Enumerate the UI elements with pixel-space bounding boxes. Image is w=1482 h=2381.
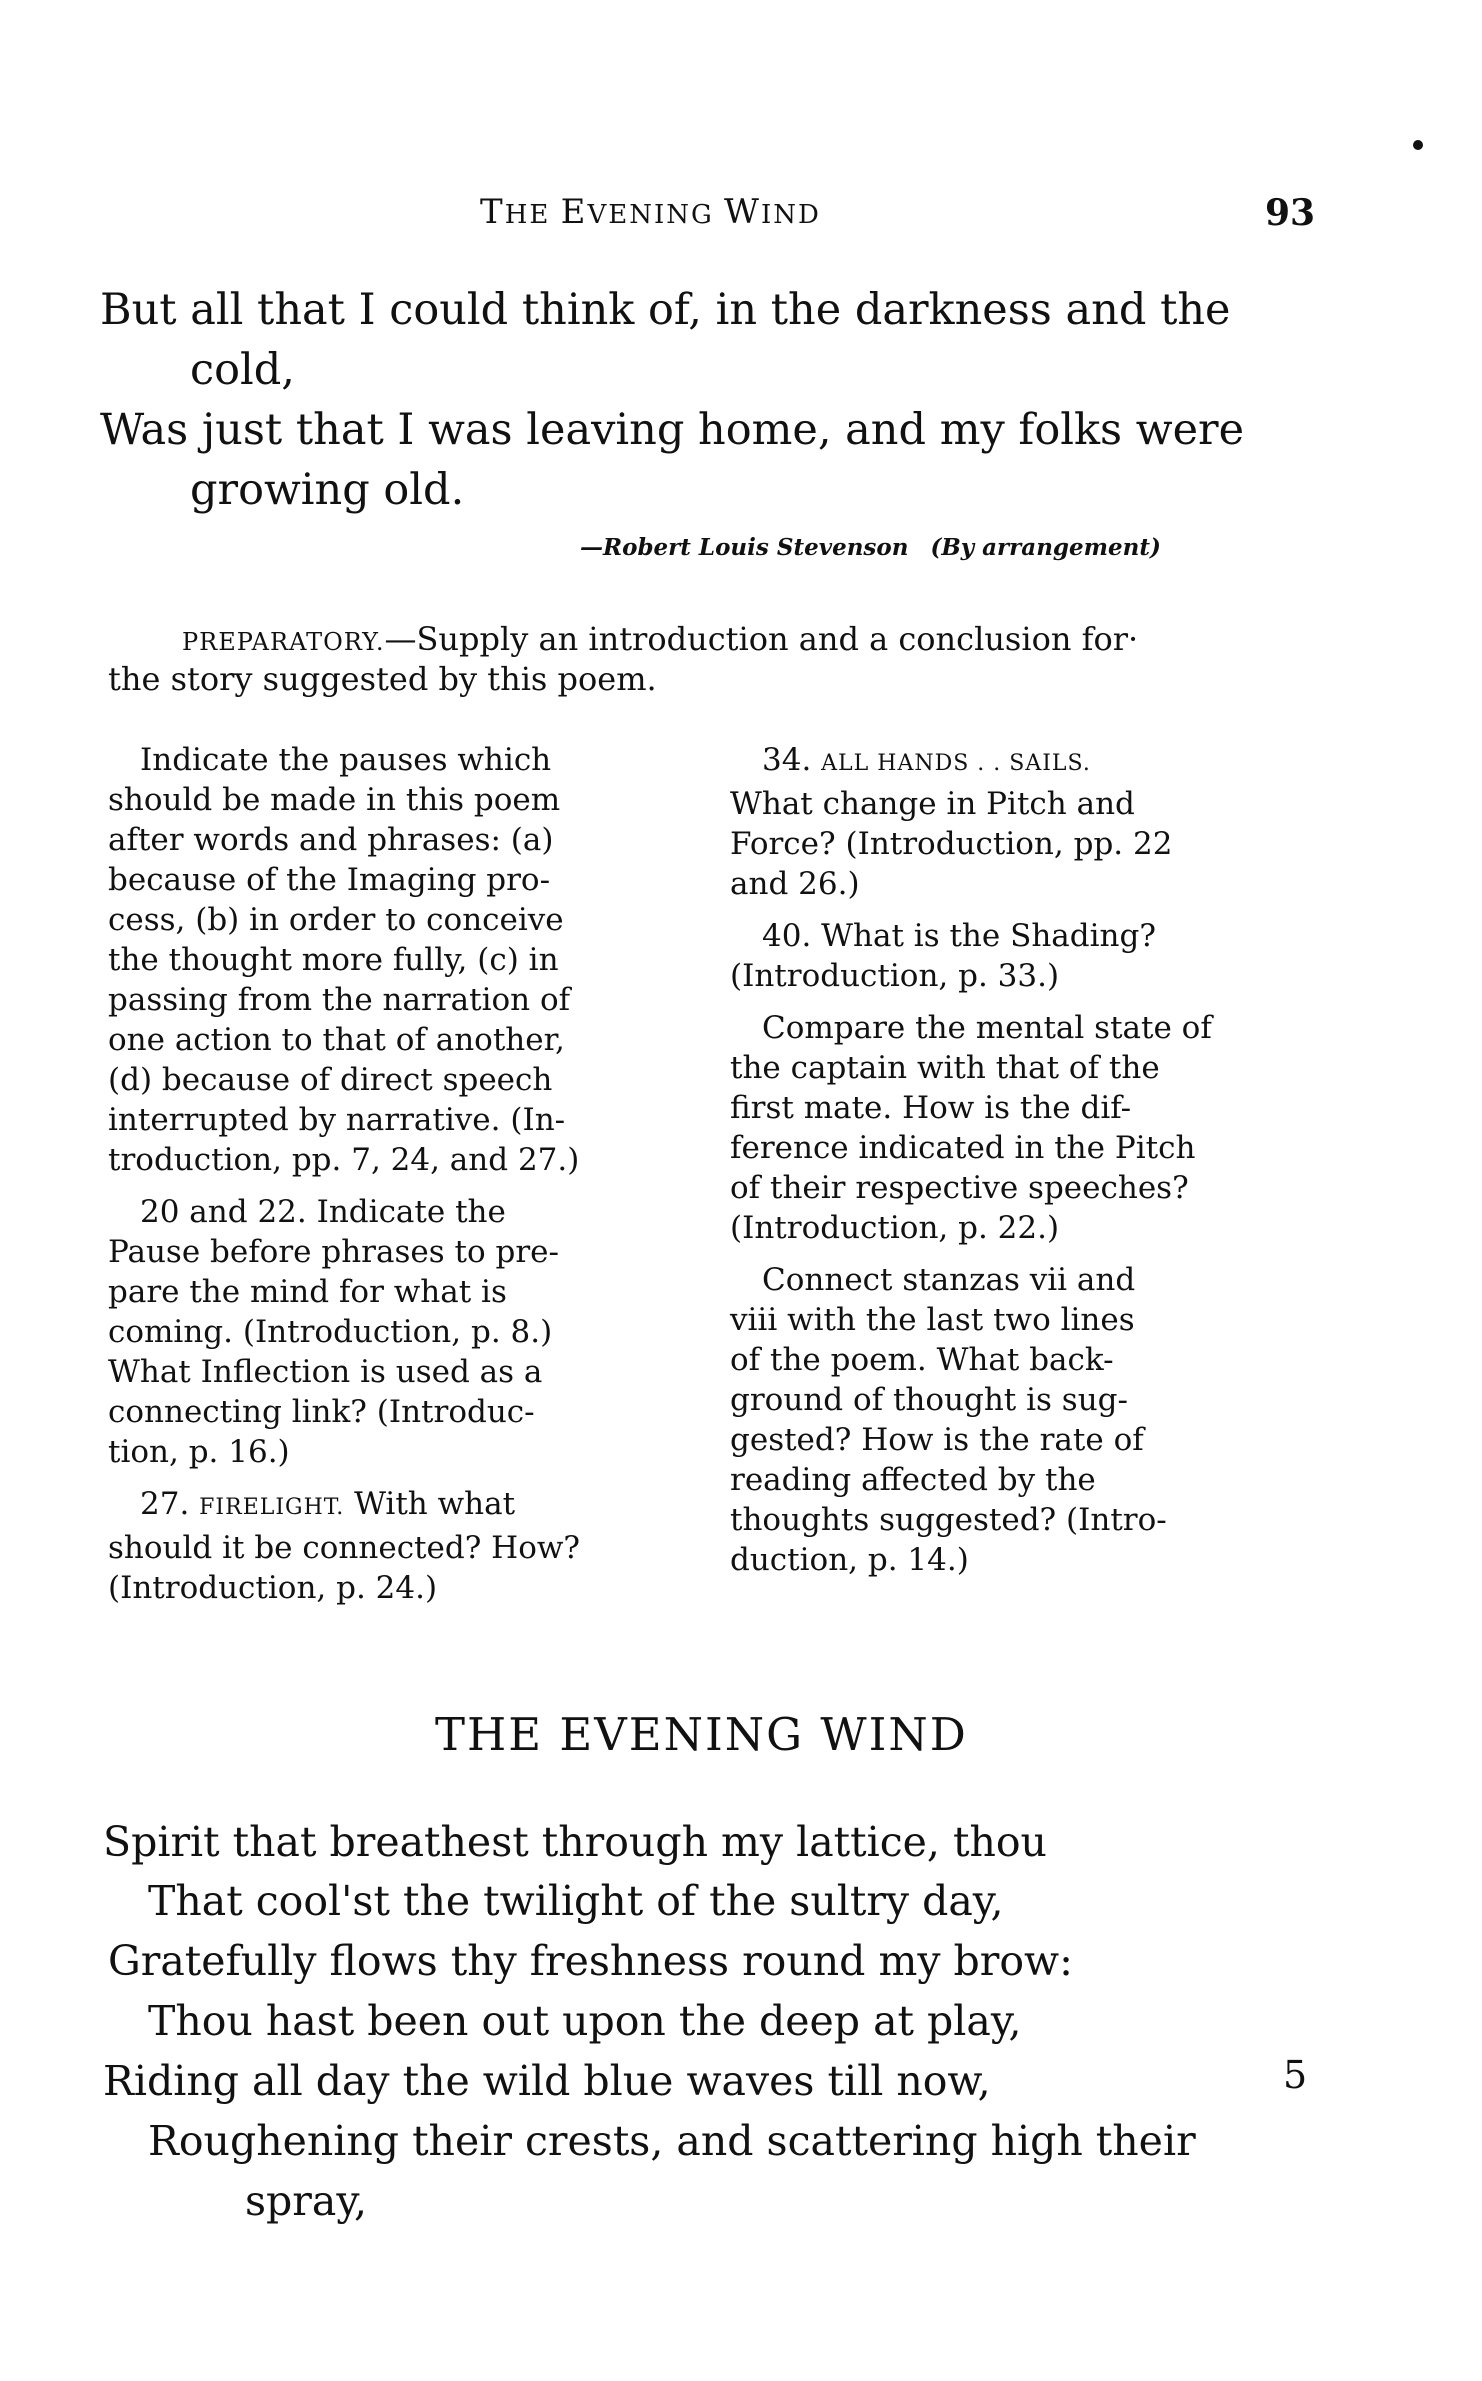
page-number: 93 [1265,192,1316,234]
note-line: interrupted by narrative. (In- [108,1102,566,1138]
attribution-note: (By arrangement) [930,534,1161,561]
note-line: What Inflection is used as a [108,1354,543,1390]
notes-left-column [108,740,580,1608]
line-number: 5 [1283,2053,1308,2097]
note-line: Indicate the pauses which [140,742,552,778]
margin-dot [1413,140,1423,150]
note-line: first mate. How is the dif- [730,1090,1132,1126]
note-line: reading affected by the [730,1462,1096,1498]
note-line: (Introduction, p. 24.) [108,1570,438,1606]
note-line: Pause before phrases to pre- [108,1234,559,1270]
note-line: should it be connected? How? [108,1530,581,1566]
note-line: 34. ALL HANDS . . SAILS. [762,742,1091,778]
note-line: should be made in this poem [108,782,561,818]
note-line: 27. FIRELIGHT. With what [140,1486,516,1522]
poem-title: THE EVENING WIND [435,1708,968,1761]
note-line: Connect stanzas vii and [762,1262,1136,1298]
note-line: 40. What is the Shading? [762,918,1156,954]
note-line: one action to that of another, [108,1022,565,1058]
preparatory-line-1: PREPARATORY.—Supply an introduction and a conclusion for· [182,620,1139,658]
note-line: coming. (Introduction, p. 8.) [108,1314,553,1350]
note-line: viii with the last two lines [730,1302,1135,1338]
note-line: passing from the narration of [108,982,571,1018]
poem-line: spray, [245,2177,368,2225]
poem-line: Roughening their crests, and scattering high their [148,2117,1196,2165]
poem-line: That cool'st the twilight of the sultry day, [148,1877,1004,1925]
note-line: duction, p. 14.) [730,1542,969,1578]
note-line: thoughts suggested? (Intro- [730,1502,1167,1538]
note-line: Force? (Introduction, pp. 22 [730,826,1173,862]
note-line: connecting link? (Introduc- [108,1394,535,1430]
note-line: (Introduction, p. 22.) [730,1210,1060,1246]
note-line: Compare the mental state of [762,1010,1212,1046]
note-line: What change in Pitch and [730,786,1135,822]
poem-excerpt-line: cold, [190,345,295,395]
note-line: tion, p. 16.) [108,1434,290,1470]
preparatory-line-2: the story suggested by this poem. [108,660,657,698]
poem-line: Spirit that breathest through my lattice, thou [103,1818,1047,1866]
note-line: of their respective speeches? [730,1170,1189,1206]
poem-excerpt-line: Was just that I was leaving home, and my folks were [100,405,1245,455]
poem-line: Thou hast been out upon the deep at play, [148,1997,1022,2045]
notes-right-column [730,740,1212,1580]
note-line: (Introduction, p. 33.) [730,958,1060,994]
poem-excerpt-line: growing old. [190,465,465,515]
attribution-author: —Robert Louis Stevenson [580,534,909,561]
note-line: ference indicated in the Pitch [730,1130,1196,1166]
note-line: the captain with that of the [730,1050,1160,1086]
note-line: pare the mind for what is [108,1274,507,1310]
note-line: 20 and 22. Indicate the [140,1194,506,1230]
poem-line: Riding all day the wild blue waves till now, [103,2057,991,2105]
note-line: troduction, pp. 7, 24, and 27.) [108,1142,580,1178]
attribution [580,534,1161,561]
note-line: ground of thought is sug- [730,1382,1128,1418]
note-line: (d) because of direct speech [108,1062,553,1098]
note-line: gested? How is the rate of [730,1422,1144,1458]
running-header-title: THE EVENING WIND [480,192,821,232]
note-line: the thought more fully, (c) in [108,942,559,978]
note-line: cess, (b) in order to conceive [108,902,564,938]
poem-line: Gratefully flows thy freshness round my brow: [108,1937,1073,1985]
note-line: because of the Imaging pro- [108,862,551,898]
preparatory-label: PREPARATORY. [182,628,385,656]
poem-excerpt-line: But all that I could think of, in the darkness and the [100,285,1231,335]
note-line: after words and phrases: (a) [108,822,554,858]
note-line: of the poem. What back- [730,1342,1114,1378]
note-line: and 26.) [730,866,860,902]
